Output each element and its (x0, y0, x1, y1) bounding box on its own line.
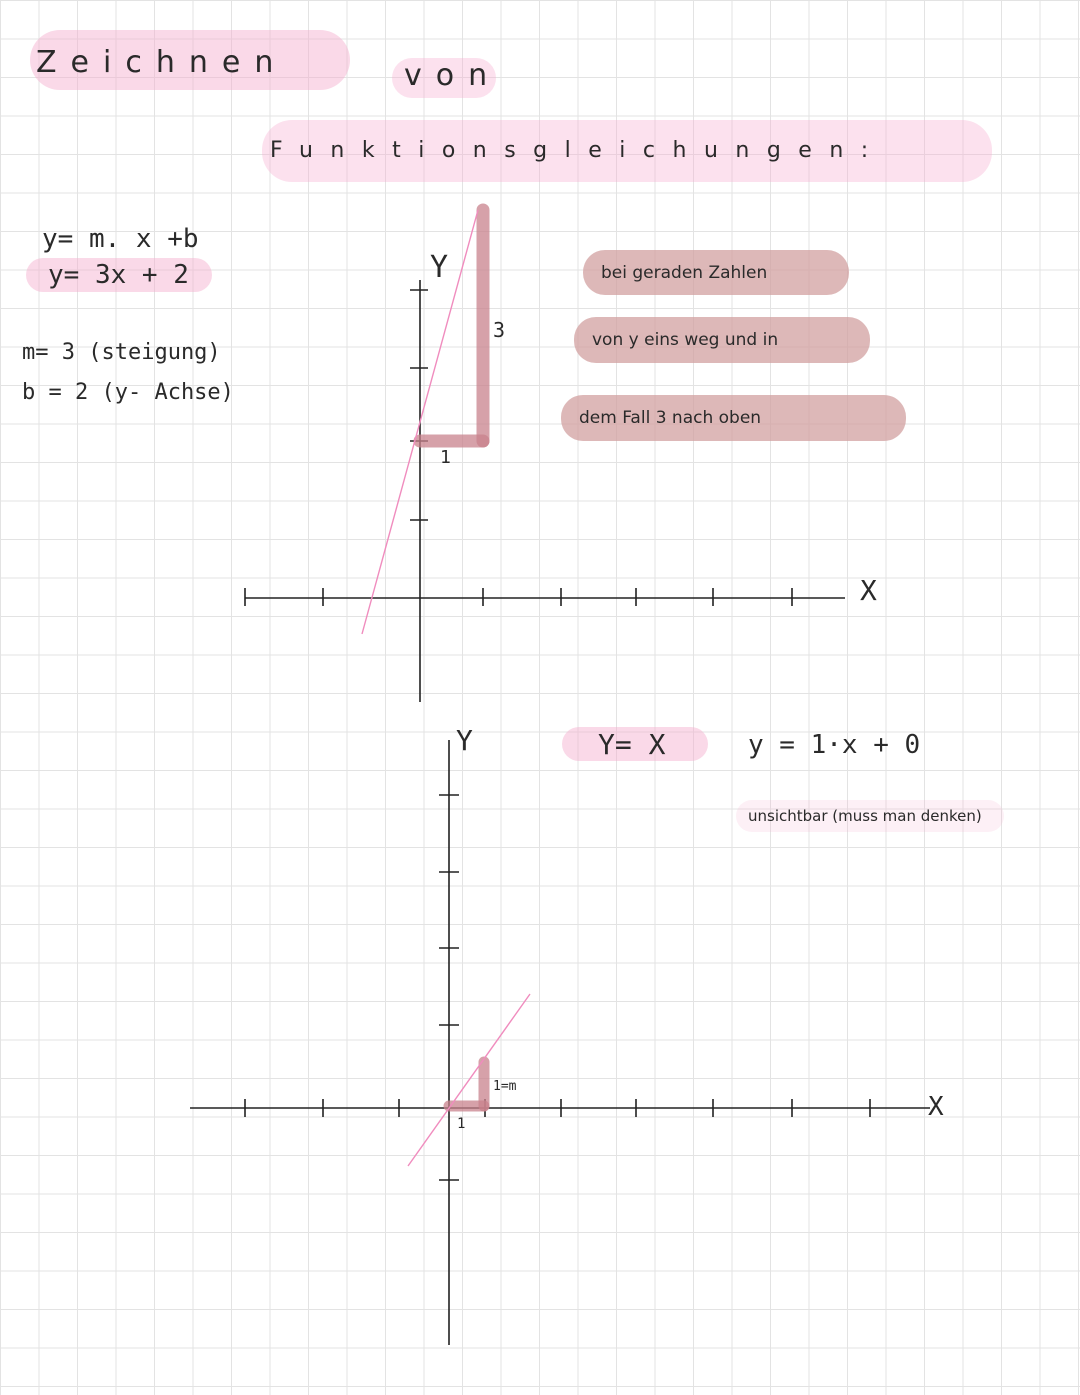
note-even-numbers: bei geraden Zahlen (583, 250, 849, 295)
graph1-x-label: X (860, 574, 877, 607)
title-line1-word1: Zeichnen (36, 45, 288, 80)
identity-expanded: y = 1·x + 0 (748, 730, 921, 760)
graph2-x-label: X (928, 1092, 944, 1122)
identity-remark: unsichtbar (muss man denken) (748, 807, 982, 825)
identity-short: Y= X (598, 728, 666, 761)
b-definition: b = 2 (y- Achse) (22, 380, 234, 405)
graph2-run-label: 1 (457, 1116, 466, 1132)
graph1-run-label: 1 (440, 447, 451, 468)
example-formula: y= 3x + 2 (48, 260, 189, 290)
m-definition: m= 3 (steigung) (22, 340, 221, 365)
graph2-y-label: Y (456, 724, 473, 757)
general-formula: y= m. x +b (42, 224, 199, 254)
graph1-rise-label: 3 (493, 318, 506, 342)
title-line1-word2: von (404, 58, 502, 93)
graph1 (245, 280, 845, 702)
title-line2: Funktionsgleichungen: (270, 138, 886, 163)
graph1-slope-step (420, 210, 483, 441)
graph2-rise-label: 1=m (493, 1079, 517, 1094)
graph1-y-label: Y (430, 250, 449, 285)
note-from-y: von y eins weg und in (574, 317, 870, 363)
note-three-up: dem Fall 3 nach oben (561, 395, 906, 441)
